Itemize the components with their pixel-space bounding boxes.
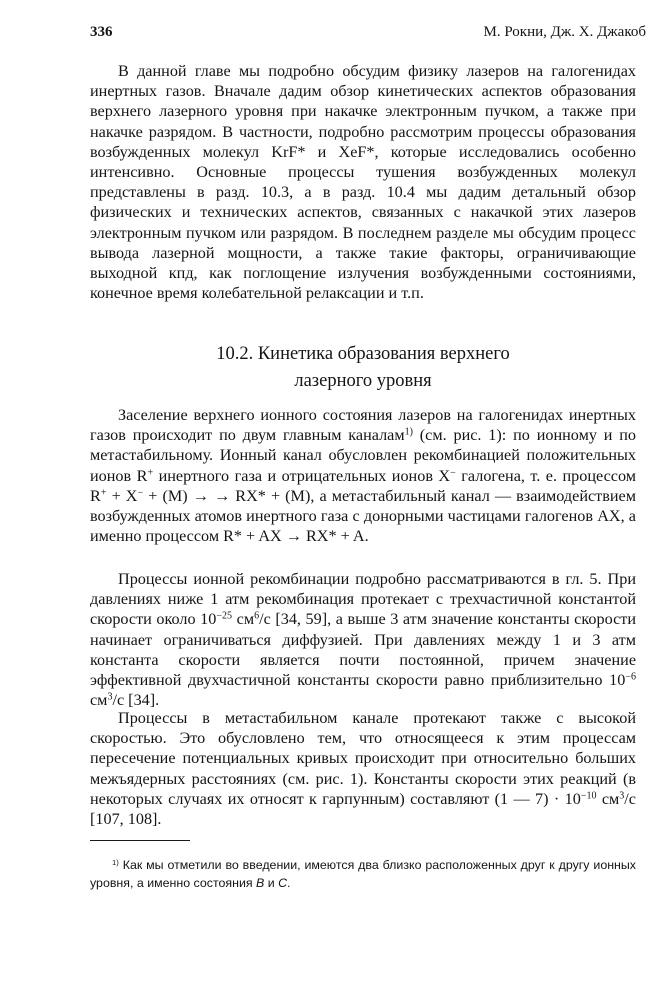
footnote-ref: 1) bbox=[404, 426, 413, 438]
page-header bbox=[90, 24, 646, 46]
intro-text: В данной главе мы подробно обсудим физику лазеров на галогенидах инертных газов. Вначале дадим обзор кинетических аспектов образования верхнего лазерного уровня при накачке электронным пучком, а также при накачке разрядом. В частности, подробно рассмотрим процессы образования возбужденных молекул KrF* и XeF*, которые исследовались особенно интенсивно. Основные процессы тушения возбужденных молекул представлены в разд. 10.3, а в разд. 10.4 мы дадим детальный обзор физических и технических аспектов, связанных с накачкой этих лазеров электронным пучком или разрядом. В последнем разделе мы обсудим процесс вывода лазерной мощности, а также такие факторы, ограничивающие выходной кпд, как поглощение излучения возбужденными состояниями, конечное время колебательной релаксации и т.п. bbox=[90, 62, 636, 303]
footnote-marker: 1) bbox=[112, 857, 119, 867]
footnote-divider bbox=[90, 840, 190, 841]
paragraph-metastable bbox=[90, 708, 636, 829]
paragraph-channels bbox=[90, 405, 636, 546]
footnote: $^{1)}$ Как мы отметили во введении, имеются два близко расположенных друг к другу ионных уровня, а именно состояния B и C. bbox=[90, 857, 636, 890]
section-title-line1: 10.2. Кинетика образования верхнего bbox=[216, 344, 510, 364]
intro-paragraph bbox=[90, 61, 636, 303]
running-head: М. Рокни, Дж. Х. Джакоб bbox=[483, 24, 646, 40]
page-number: 336 bbox=[90, 24, 113, 40]
paragraph-recombination-text: Процессы ионной рекомбинации подробно рассматриваются в гл. 5. При давлениях ниже 1 атм рекомбинация протекает с трехчастичной константой скорости около $10^{-25}$ $см^6/с$ [34, 59], а выше 3 атм значение константы скорости начинает ограничиваться диффузией. При давлениях между 1 и 3 атм константа скорости является почти постоянной, причем значение эффективной двухчастичной константы скорости равно приблизительно $10^{-6}$ $см^3/с$ [34]. bbox=[90, 570, 636, 710]
section-title-line2: лазерного уровня bbox=[294, 371, 432, 391]
paragraph-metastable-text: Процессы в метастабильном канале протекают также с высокой скоростью. Это обусловлено тем, что относящееся к этим процессам пересечение потенциальных кривых происходит при относительно больших межъядерных расстояниях (см. рис. 1). Константы скорости этих реакций (в некоторых случаях их относят к гарпунным) составляют (1 — $7) \cdot 10^{-10}$ $см^3/с$ [107, 108]. bbox=[90, 709, 636, 829]
section-heading bbox=[90, 341, 636, 395]
paragraph-recombination bbox=[90, 569, 636, 710]
paragraph-channels-text: Заселение верхнего ионного состояния лазеров на галогенидах инертных газов происходит по двум главным каналам$^{1)}$ (см. рис. 1): по ионному и по метастабильному. Ионный канал обусловлен рекомбинацией положительных ионов R+ инертного газа и отрицательных ионов X− галогена, т. е. процессом R+ + X− + (M) → → RX* + (M), а метастабильный канал — взаимодействием возбужденных атомов инертного газа с донорными частицами галогенов AX, а именно процессом R* + AX → RX* + A. bbox=[90, 406, 636, 546]
